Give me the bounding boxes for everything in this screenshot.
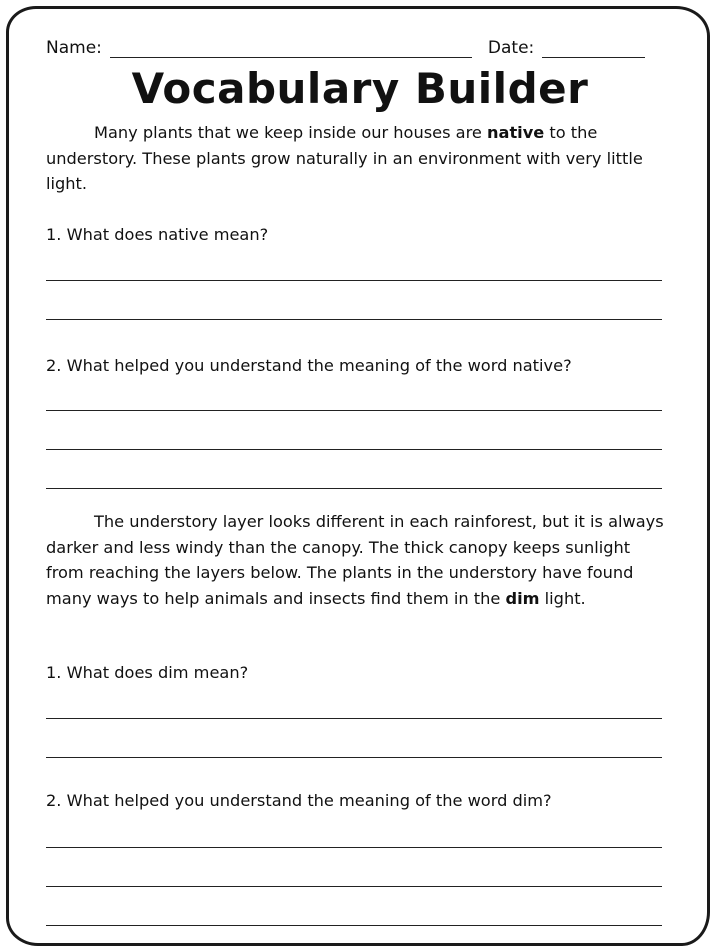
answer-line[interactable] [46,488,662,489]
vocab-word-native: native [487,123,545,142]
passage-2-text-before: The understory layer looks different in each rainforest, but it is always darker and less windy than the canopy. The thick canopy keeps sunlight from reaching the layers below. The plants in the understory have found many ways to help animals and insects find them in the [46,512,664,608]
question-dim-meaning: 1. What does dim mean? [46,663,249,682]
answer-line[interactable] [46,410,662,411]
answer-line[interactable] [46,886,662,887]
passage-2 [46,509,670,611]
header-row [46,30,661,58]
answer-line[interactable] [46,925,662,926]
question-dim-clue: 2. What helped you understand the meaning of the word dim? [46,791,552,810]
passage-1-text-after: to the understory. These plants grow naturally in an environment with very little light. [46,123,643,193]
question-native-clue: 2. What helped you understand the meaning of the word native? [46,356,572,375]
answer-line[interactable] [46,449,662,450]
question-native-meaning: 1. What does native mean? [46,225,269,244]
passage-1 [46,120,670,197]
passage-2-text-after: light. [539,588,586,608]
name-label: Name: [46,38,102,58]
answer-line[interactable] [46,319,662,320]
name-field[interactable] [110,39,472,58]
answer-line[interactable] [46,847,662,848]
answer-line[interactable] [46,757,662,758]
date-label: Date: [487,38,535,58]
answer-line[interactable] [46,280,662,281]
passage-1-text-before: Many plants that we keep inside our houses are [94,123,487,142]
answer-line[interactable] [46,718,662,719]
vocab-word-dim: dim [505,588,540,608]
page-title: Vocabulary Builder [131,64,589,113]
date-field[interactable] [542,39,645,58]
